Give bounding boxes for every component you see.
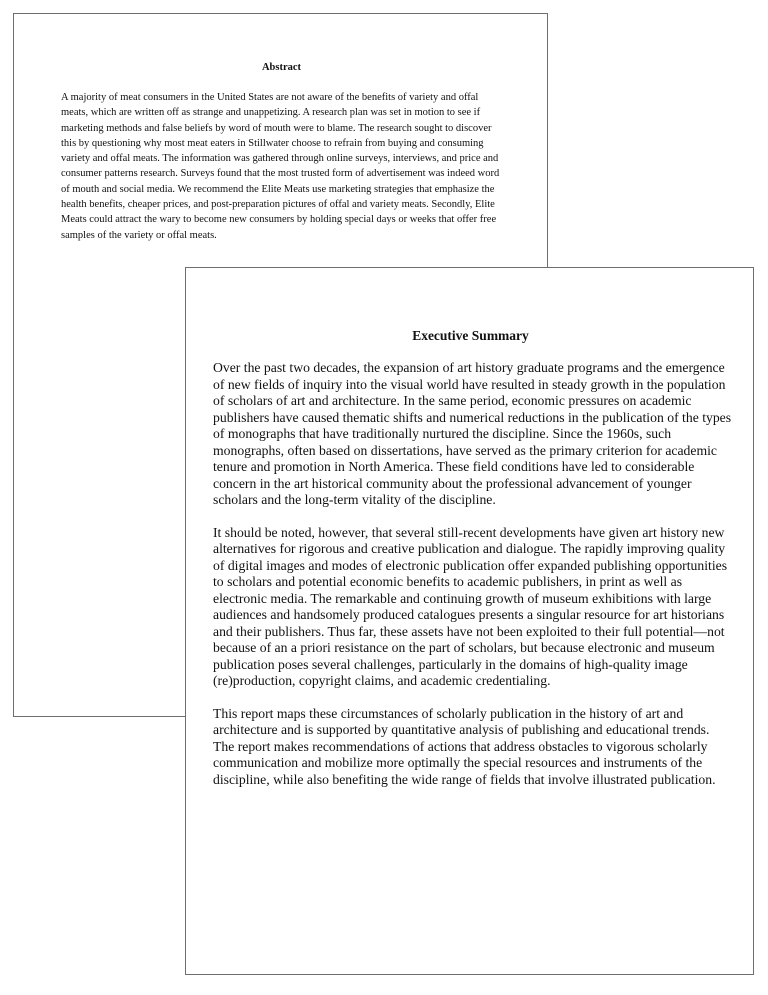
executive-summary-title: Executive Summary <box>412 328 529 343</box>
abstract-title: Abstract <box>261 62 302 73</box>
summary-paragraph-1: Over the past two decades, the expansion of art history graduate programs and the emergence of new fields of inquiry into the visual world have resulted in steady growth in the population of scholars of art and architecture. In the same period, economic pressures on academic publishers have caused thematic shifts and numerical reductions in the publication of the types of monographs that have traditionally nurtured the discipline. Since the 1960s, such monographs, often based on dissertations, have served as the primary criterion for academic tenure and promotion in North America. These field conditions have led to considerable concern in the art historical community about the professional advancement of younger scholars and the long-term vitality of the discipline. <box>213 360 732 507</box>
executive-summary-page <box>185 267 754 975</box>
executive-summary-body <box>213 360 733 804</box>
abstract-body: A majority of meat consumers in the United States are not aware of the benefits of variety and offal meats, which are written off as strange and unappetizing. A research plan was set in motion to see if marketing methods and false beliefs by word of mouth were to blame. The research sought to discover this by questioning why most meat eaters in Stillwater choose to refrain from buying and consuming variety and offal meats. The information was gathered through online surveys, interviews, and price and consumer patterns research. Surveys found that the most trusted form of advertisement was indeed word of mouth and social media. We recommend the Elite Meats use marketing strategies that emphasize the health benefits, cheaper prices, and post-preparation pictures of offal and variety meats. Secondly, Elite Meats could attract the wary to become new consumers by holding special days or weeks that offer free samples of the variety or offal meats. <box>61 92 500 241</box>
summary-paragraph-2: It should be noted, however, that several still-recent developments have given art history new alternatives for rigorous and creative publication and dialogue. The rapidly improving quality of digital images and modes of electronic publication offer expanded publishing opportunities to scholars and potential economic benefits to academic publishers, in print as well as electronic media. The remarkable and continuing growth of museum exhibitions with large audiences and handsomely produced catalogues presents a singular resource for art historians and their publishers. Thus far, these assets have not been exploited to their full potential—not because of an a priori resistance on the part of scholars, but because electronic and museum publication poses several challenges, particularly in the domains of high-quality image (re)production, copyright claims, and academic credentialing. <box>213 524 728 688</box>
summary-paragraph-3: This report maps these circumstances of scholarly publication in the history of art and architecture and is supported by quantitative analysis of publishing and educational trends. The report makes recommendations of actions that address obstacles to vigorous scholarly communication and mobilize more optimally the special resources and instruments of the discipline, while also benefiting the wide range of fields that involve illustrated publication. <box>213 705 716 787</box>
